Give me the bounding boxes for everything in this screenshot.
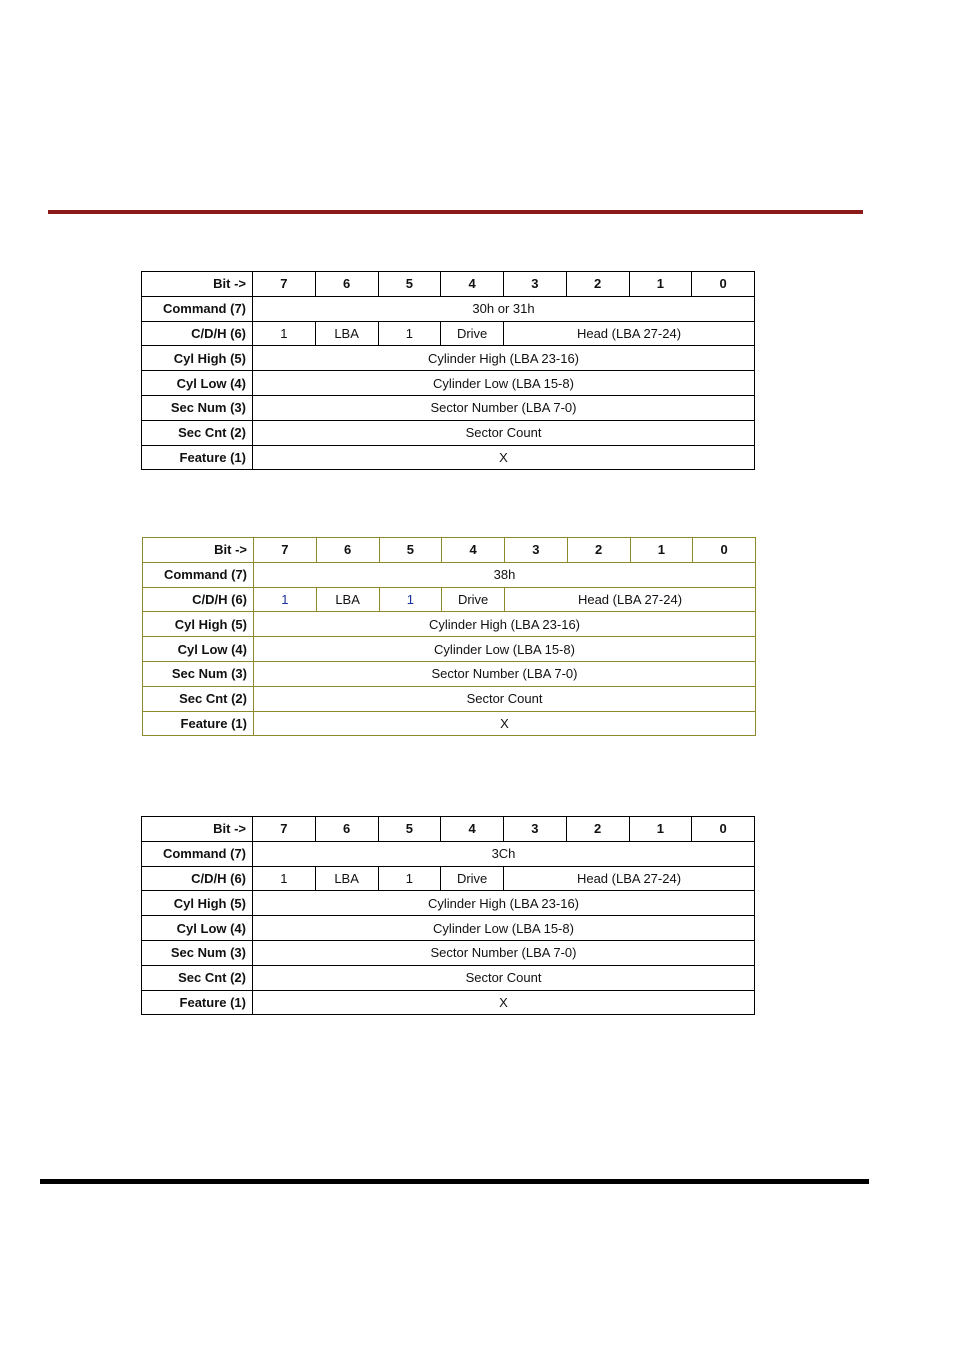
command-row bbox=[143, 562, 756, 587]
feature-row bbox=[143, 711, 756, 736]
sec-num-label: Sec Num (3) bbox=[142, 395, 253, 420]
bit-7: 7 bbox=[253, 272, 316, 297]
bit-1: 1 bbox=[629, 272, 692, 297]
bit-4: 4 bbox=[441, 272, 504, 297]
cyl-high-value: Cylinder High (LBA 23-16) bbox=[254, 612, 756, 637]
bit-label: Bit -> bbox=[142, 817, 253, 842]
cdh-head-value: Head (LBA 27-24) bbox=[504, 866, 755, 891]
cdh-head-value: Head (LBA 27-24) bbox=[505, 587, 756, 612]
sec-num-label: Sec Num (3) bbox=[142, 940, 253, 965]
bit-6: 6 bbox=[316, 538, 379, 563]
cdh-bit5-value: 1 bbox=[379, 587, 442, 612]
cdh-row bbox=[142, 866, 755, 891]
register-table-write-multiple bbox=[142, 537, 756, 736]
bit-3: 3 bbox=[505, 538, 568, 563]
cyl-low-label: Cyl Low (4) bbox=[142, 916, 253, 941]
cdh-head-value: Head (LBA 27-24) bbox=[504, 321, 755, 346]
cyl-low-value: Cylinder Low (LBA 15-8) bbox=[253, 371, 755, 396]
bit-5: 5 bbox=[379, 538, 442, 563]
feature-label: Feature (1) bbox=[143, 711, 254, 736]
bit-4: 4 bbox=[441, 817, 504, 842]
bit-5: 5 bbox=[378, 817, 441, 842]
bit-1: 1 bbox=[630, 538, 693, 563]
bit-0: 0 bbox=[693, 538, 756, 563]
bit-0: 0 bbox=[692, 817, 755, 842]
command-row bbox=[142, 296, 755, 321]
cyl-high-label: Cyl High (5) bbox=[142, 346, 253, 371]
command-value: 38h bbox=[254, 562, 756, 587]
cdh-lba-value: LBA bbox=[315, 866, 378, 891]
feature-row bbox=[142, 445, 755, 470]
sec-num-value: Sector Number (LBA 7-0) bbox=[253, 395, 755, 420]
bit-6: 6 bbox=[315, 272, 378, 297]
cyl-low-label: Cyl Low (4) bbox=[142, 371, 253, 396]
bit-header-row bbox=[142, 272, 755, 297]
command-label: Command (7) bbox=[143, 562, 254, 587]
bit-6: 6 bbox=[315, 817, 378, 842]
feature-value: X bbox=[253, 445, 755, 470]
cyl-high-row bbox=[142, 891, 755, 916]
cdh-lba-value: LBA bbox=[315, 321, 378, 346]
sec-cnt-label: Sec Cnt (2) bbox=[142, 965, 253, 990]
bit-3: 3 bbox=[504, 817, 567, 842]
bit-header-row bbox=[142, 817, 755, 842]
bit-5: 5 bbox=[378, 272, 441, 297]
cdh-drive-value: Drive bbox=[441, 321, 504, 346]
cdh-lba-value: LBA bbox=[316, 587, 379, 612]
cyl-low-value: Cylinder Low (LBA 15-8) bbox=[254, 637, 756, 662]
bit-1: 1 bbox=[629, 817, 692, 842]
cdh-row bbox=[142, 321, 755, 346]
sec-cnt-value: Sector Count bbox=[253, 965, 755, 990]
sec-cnt-value: Sector Count bbox=[253, 420, 755, 445]
cyl-high-value: Cylinder High (LBA 23-16) bbox=[253, 346, 755, 371]
sec-cnt-label: Sec Cnt (2) bbox=[143, 686, 254, 711]
cdh-drive-value: Drive bbox=[442, 587, 505, 612]
command-row bbox=[142, 841, 755, 866]
bit-2: 2 bbox=[566, 817, 629, 842]
cyl-high-label: Cyl High (5) bbox=[142, 891, 253, 916]
feature-label: Feature (1) bbox=[142, 990, 253, 1015]
cyl-low-row bbox=[142, 371, 755, 396]
footer-rule bbox=[40, 1179, 869, 1184]
sec-cnt-row bbox=[142, 420, 755, 445]
bit-label: Bit -> bbox=[143, 538, 254, 563]
feature-row bbox=[142, 990, 755, 1015]
cyl-high-row bbox=[143, 612, 756, 637]
cdh-bit7-value: 1 bbox=[253, 321, 316, 346]
cdh-bit5-value: 1 bbox=[378, 321, 441, 346]
cyl-low-row bbox=[143, 637, 756, 662]
register-table-write-verify bbox=[141, 816, 755, 1015]
header-rule bbox=[48, 210, 863, 214]
cdh-label: C/D/H (6) bbox=[143, 587, 254, 612]
sec-cnt-value: Sector Count bbox=[254, 686, 756, 711]
sec-cnt-row bbox=[143, 686, 756, 711]
cdh-label: C/D/H (6) bbox=[142, 866, 253, 891]
bit-2: 2 bbox=[567, 538, 630, 563]
bit-4: 4 bbox=[442, 538, 505, 563]
cdh-row bbox=[143, 587, 756, 612]
command-label: Command (7) bbox=[142, 841, 253, 866]
bit-header-row bbox=[143, 538, 756, 563]
command-label: Command (7) bbox=[142, 296, 253, 321]
sec-cnt-row bbox=[142, 965, 755, 990]
sec-num-value: Sector Number (LBA 7-0) bbox=[254, 661, 756, 686]
cyl-high-label: Cyl High (5) bbox=[143, 612, 254, 637]
cdh-drive-value: Drive bbox=[441, 866, 504, 891]
sec-num-value: Sector Number (LBA 7-0) bbox=[253, 940, 755, 965]
sec-num-label: Sec Num (3) bbox=[143, 661, 254, 686]
cyl-high-row bbox=[142, 346, 755, 371]
cdh-label: C/D/H (6) bbox=[142, 321, 253, 346]
sec-num-row bbox=[143, 661, 756, 686]
bit-2: 2 bbox=[566, 272, 629, 297]
command-value: 30h or 31h bbox=[253, 296, 755, 321]
feature-value: X bbox=[253, 990, 755, 1015]
cdh-bit7-value: 1 bbox=[253, 866, 316, 891]
feature-label: Feature (1) bbox=[142, 445, 253, 470]
cyl-low-value: Cylinder Low (LBA 15-8) bbox=[253, 916, 755, 941]
bit-label: Bit -> bbox=[142, 272, 253, 297]
command-value: 3Ch bbox=[253, 841, 755, 866]
feature-value: X bbox=[254, 711, 756, 736]
cyl-low-row bbox=[142, 916, 755, 941]
bit-7: 7 bbox=[253, 817, 316, 842]
sec-num-row bbox=[142, 940, 755, 965]
bit-0: 0 bbox=[692, 272, 755, 297]
cdh-bit7-value: 1 bbox=[254, 587, 317, 612]
cdh-bit5-value: 1 bbox=[378, 866, 441, 891]
bit-7: 7 bbox=[254, 538, 317, 563]
bit-3: 3 bbox=[504, 272, 567, 297]
register-table-write-sector bbox=[141, 271, 755, 470]
sec-cnt-label: Sec Cnt (2) bbox=[142, 420, 253, 445]
cyl-high-value: Cylinder High (LBA 23-16) bbox=[253, 891, 755, 916]
sec-num-row bbox=[142, 395, 755, 420]
cyl-low-label: Cyl Low (4) bbox=[143, 637, 254, 662]
